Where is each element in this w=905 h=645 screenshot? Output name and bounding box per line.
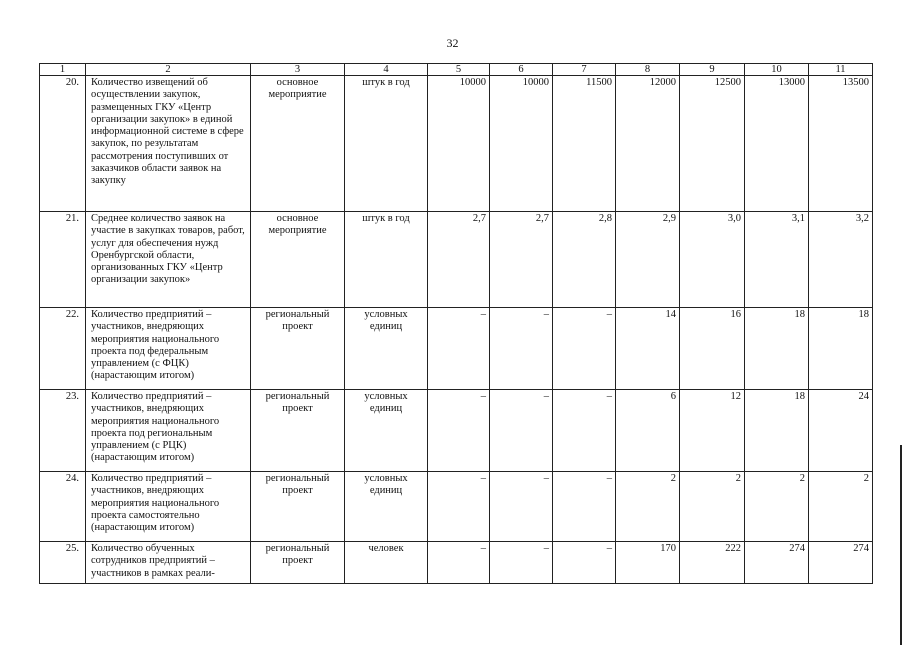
table-row [40, 308, 873, 390]
column-header: 3 [251, 64, 345, 76]
indicator-type: региональный проект [251, 472, 345, 542]
indicator-unit: штук в год [345, 212, 428, 308]
value-cell: 6 [616, 390, 680, 472]
value-cell: 2 [809, 472, 873, 542]
value-cell: 2,8 [553, 212, 616, 308]
value-cell: – [553, 390, 616, 472]
indicator-type: основное мероприятие [251, 212, 345, 308]
indicator-unit: условных единиц [345, 472, 428, 542]
value-cell: 274 [745, 542, 809, 584]
value-cell: 3,0 [680, 212, 745, 308]
value-cell: 24 [809, 390, 873, 472]
value-cell: 18 [809, 308, 873, 390]
column-header: 7 [553, 64, 616, 76]
value-cell: 10000 [428, 76, 490, 212]
row-number: 21. [40, 212, 86, 308]
value-cell: 18 [745, 308, 809, 390]
table-row [40, 390, 873, 472]
indicator-type: региональный проект [251, 542, 345, 584]
value-cell: 2 [745, 472, 809, 542]
value-cell: 11500 [553, 76, 616, 212]
table-row [40, 76, 873, 212]
value-cell: 274 [809, 542, 873, 584]
indicator-type: основное мероприятие [251, 76, 345, 212]
value-cell: 2 [616, 472, 680, 542]
column-header: 11 [809, 64, 873, 76]
value-cell: 222 [680, 542, 745, 584]
value-cell: – [553, 308, 616, 390]
value-cell: – [428, 542, 490, 584]
indicator-name: Количество предприятий – участников, внедряющих мероприятия национального проекта под региональным управлением (с РЦК) (нарастающим итогом) [86, 390, 251, 472]
indicator-unit: условных единиц [345, 308, 428, 390]
value-cell: 12 [680, 390, 745, 472]
value-cell: – [490, 542, 553, 584]
value-cell: – [428, 308, 490, 390]
value-cell: 10000 [490, 76, 553, 212]
value-cell: – [428, 390, 490, 472]
value-cell: – [428, 472, 490, 542]
indicator-unit: штук в год [345, 76, 428, 212]
indicator-type: региональный проект [251, 390, 345, 472]
indicator-name: Количество предприятий – участников, внедряющих мероприятия национального проекта под федеральным управлением (с ФЦК) (нарастающим итогом) [86, 308, 251, 390]
value-cell: 12500 [680, 76, 745, 212]
row-number: 20. [40, 76, 86, 212]
value-cell: 2,9 [616, 212, 680, 308]
row-number: 22. [40, 308, 86, 390]
indicator-type: региональный проект [251, 308, 345, 390]
table-row [40, 472, 873, 542]
row-number: 25. [40, 542, 86, 584]
column-header: 10 [745, 64, 809, 76]
indicator-name: Количество обученных сотрудников предприятий – участников в рамках реали- [86, 542, 251, 584]
column-header: 1 [40, 64, 86, 76]
value-cell: – [490, 472, 553, 542]
value-cell: 12000 [616, 76, 680, 212]
indicator-unit: человек [345, 542, 428, 584]
column-header: 9 [680, 64, 745, 76]
value-cell: 13500 [809, 76, 873, 212]
value-cell: – [490, 390, 553, 472]
value-cell: – [553, 542, 616, 584]
column-header: 8 [616, 64, 680, 76]
row-number: 23. [40, 390, 86, 472]
indicator-name: Количество извещений об осуществлении закупок, размещенных ГКУ «Центр организации закупок» в единой информационной системе в сфере закупок, по результатам рассмотрения поступивших от заказчиков области заявок на закупку [86, 76, 251, 212]
column-header: 4 [345, 64, 428, 76]
value-cell: – [490, 308, 553, 390]
page-number: 32 [446, 36, 459, 50]
row-number: 24. [40, 472, 86, 542]
indicators-table [39, 63, 873, 584]
table-row [40, 212, 873, 308]
value-cell: 2,7 [490, 212, 553, 308]
indicator-name: Количество предприятий – участников, внедряющих мероприятия национального проекта самостоятельно (нарастающим итогом) [86, 472, 251, 542]
table-row [40, 542, 873, 584]
column-header: 5 [428, 64, 490, 76]
value-cell: 3,1 [745, 212, 809, 308]
value-cell: 170 [616, 542, 680, 584]
value-cell: 2 [680, 472, 745, 542]
value-cell: 13000 [745, 76, 809, 212]
column-header: 6 [490, 64, 553, 76]
indicator-name: Среднее количество заявок на участие в закупках товаров, работ, услуг для обеспечения нужд Оренбургской области, организованных ГКУ «Центр организации закупок» [86, 212, 251, 308]
table-header-row [40, 64, 873, 76]
scan-edge-line [900, 445, 902, 645]
value-cell: 14 [616, 308, 680, 390]
value-cell: 16 [680, 308, 745, 390]
value-cell: 2,7 [428, 212, 490, 308]
value-cell: – [553, 472, 616, 542]
value-cell: 18 [745, 390, 809, 472]
indicator-unit: условных единиц [345, 390, 428, 472]
value-cell: 3,2 [809, 212, 873, 308]
column-header: 2 [86, 64, 251, 76]
